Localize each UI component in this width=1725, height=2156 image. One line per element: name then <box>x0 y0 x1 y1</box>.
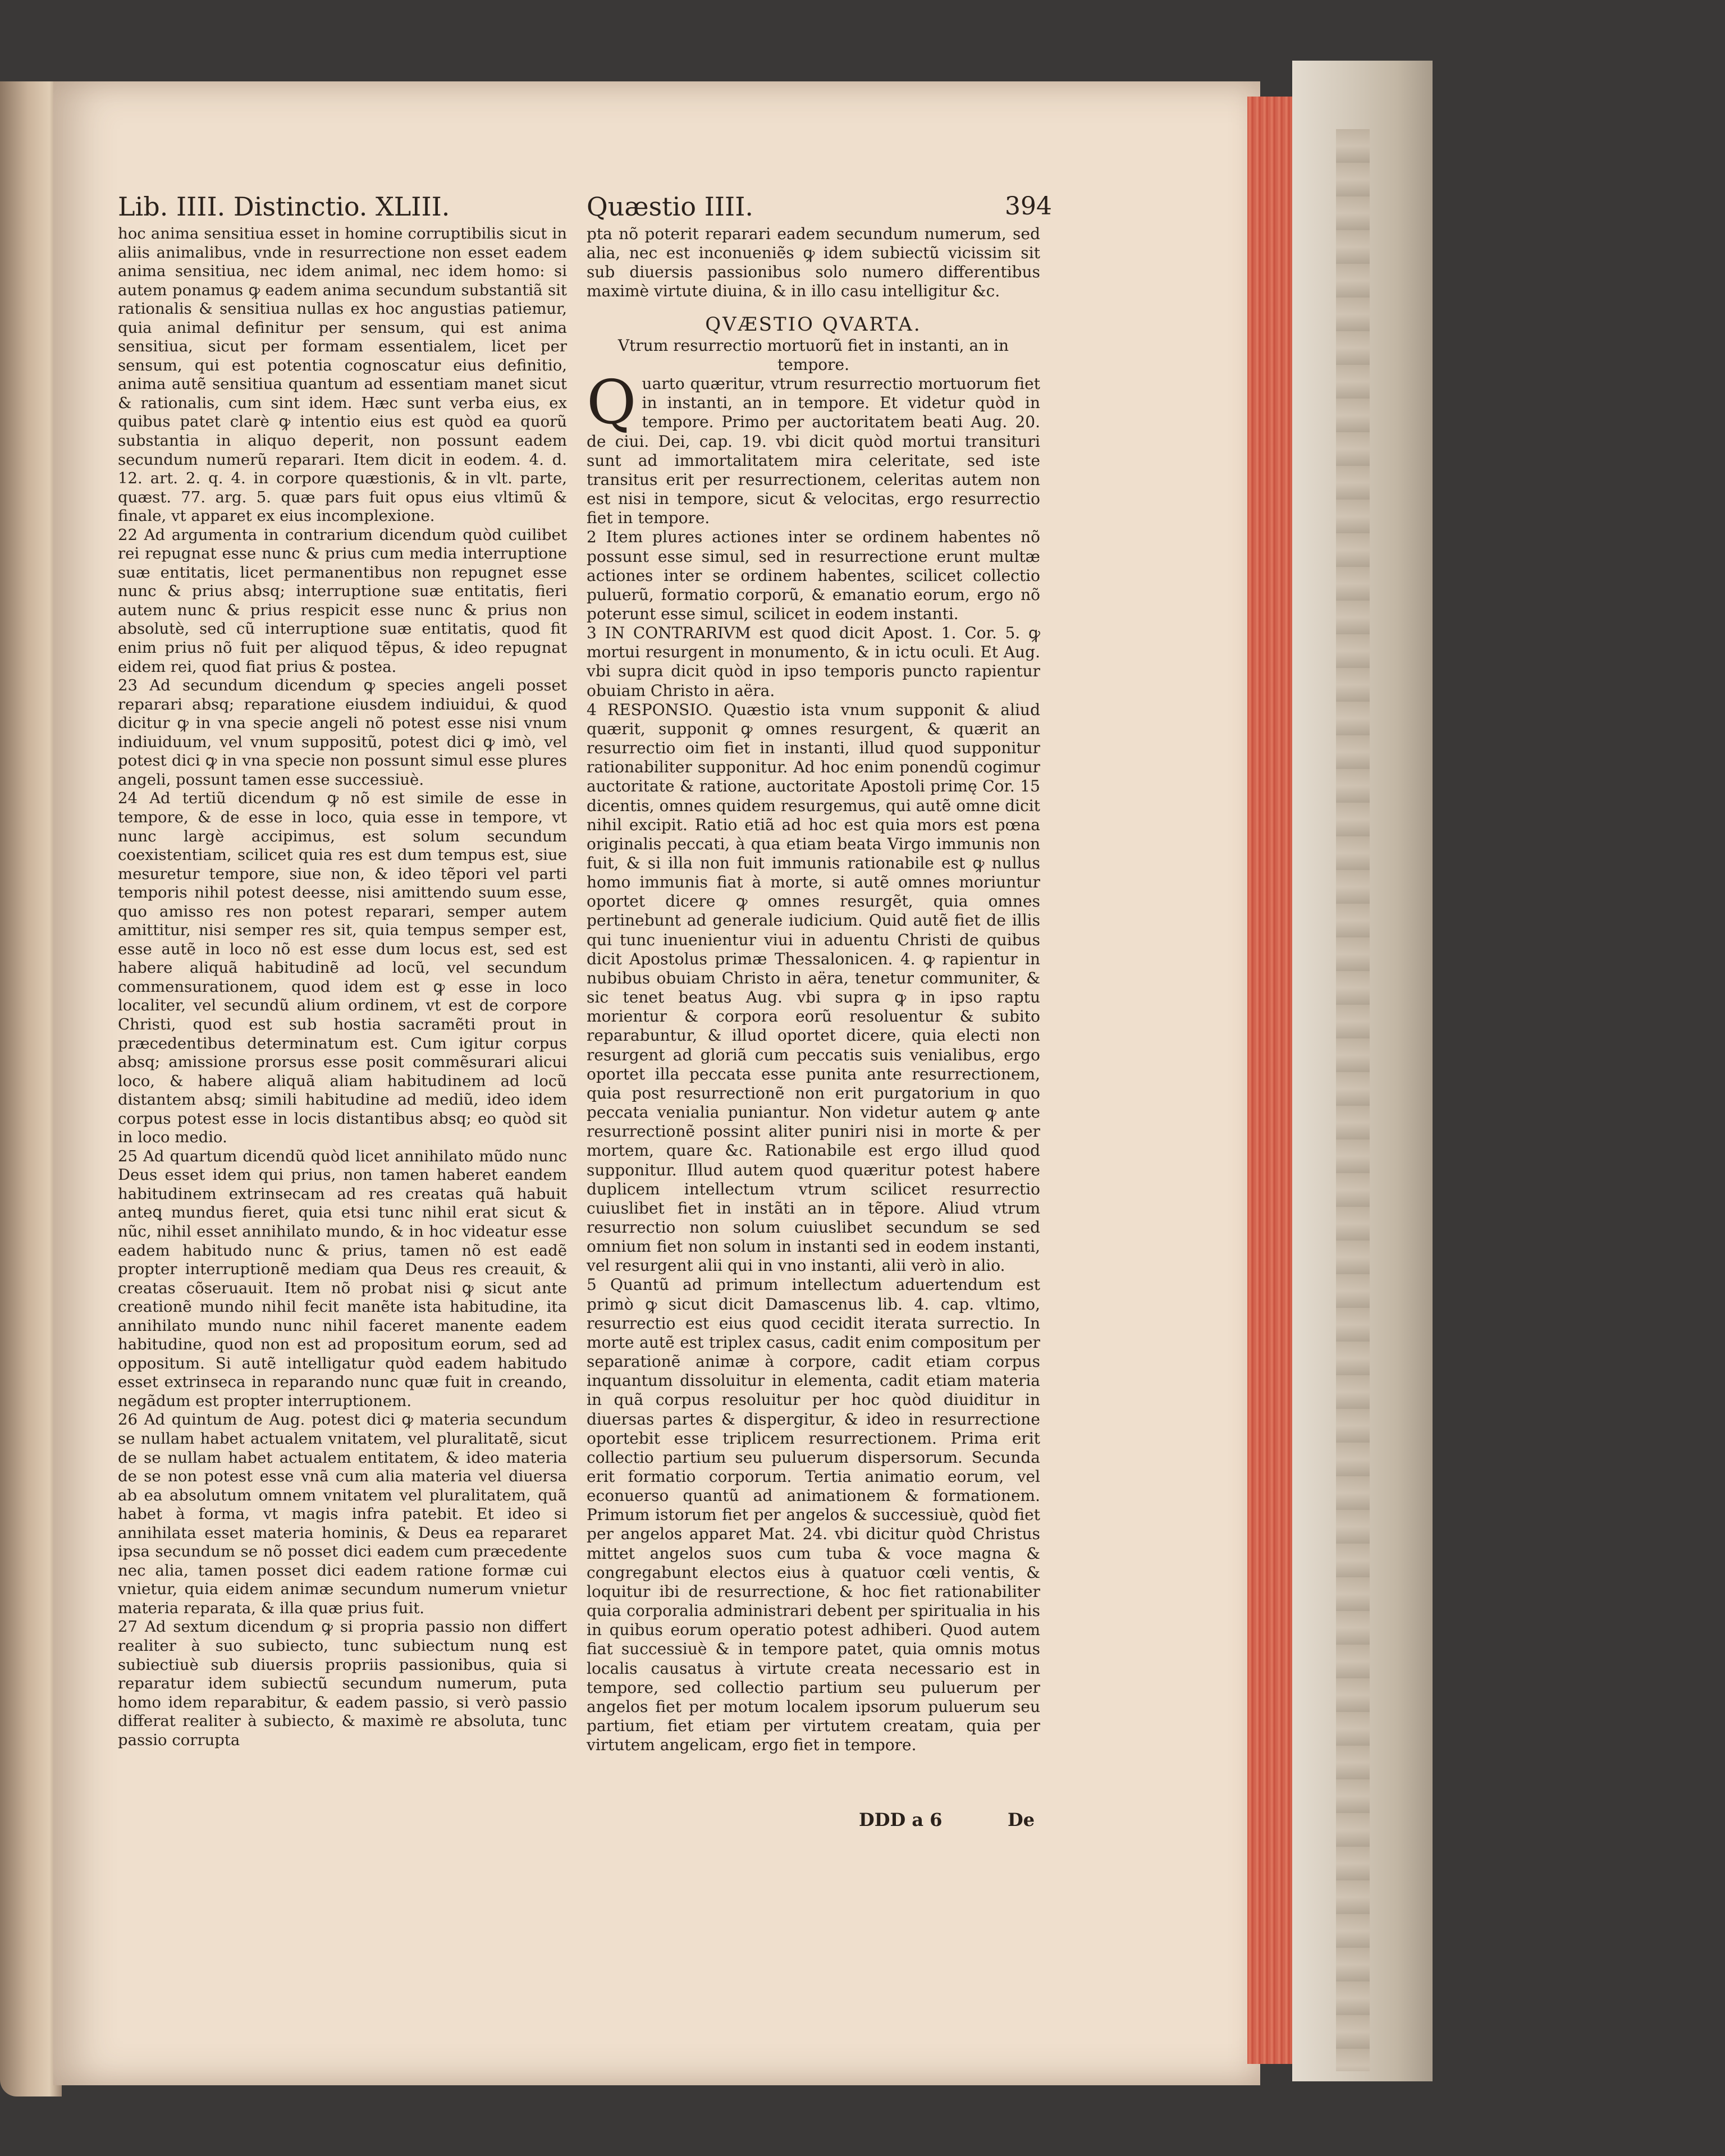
left-paragraph: 23 Ad secundum dicendum ꝙ species angeli posset reparari absq; reparatione eiusdem indiuidui, & quod dicitur ꝙ in vna specie angeli nõ potest esse nisi vnum indiuiduum, vel vnum suppositũ, potest dici ꝙ imò, vel potest dici ꝙ in vna specie non possunt simul esse plures angeli, possunt tamen esse successiuè. <box>118 676 567 789</box>
left-paragraph: 22 Ad argumenta in contrarium dicendum quòd cuilibet rei repugnat esse nunc & prius cum media interruptione suæ entitatis, licet permanentibus non repugnet esse nunc & prius absq; interruptione suæ entitatis, fieri autem nunc & prius respicit esse nunc & prius non absolutè, sed cũ interruptione suæ entitatis, quod fit enim prius nõ fuit per aliquod tẽpus, & ideo repugnat eidem rei, quod fiat prius & postea. <box>118 525 567 676</box>
right-paragraph: 2 Item plures actiones inter se ordinem habentes nõ possunt esse simul, sed in resurrectione erunt multæ actiones inter se ordinem habentes, scilicet collectio puluerũ, formatio corporũ, & emanatio eorum, ergo nõ poterunt esse simul, scilicet in eodem instanti. <box>587 528 1040 623</box>
catchword: De <box>1008 1809 1035 1830</box>
question-subtitle: Vtrum resurrectio mortuorũ fiet in instanti, an in tempore. <box>617 336 1009 374</box>
right-text-column <box>587 225 1040 1755</box>
page-number: 394 <box>1005 192 1052 221</box>
left-text-column <box>118 225 567 1750</box>
binding-texture <box>1336 129 1370 2071</box>
running-head-left: Lib. IIII. Distinctio. XLIII. <box>118 191 450 222</box>
left-paragraph: 27 Ad sextum dicendum ꝙ si propria passio non differt realiter à suo subiecto, tunc subiectum nunꝗ est subiectiuè sub diuersis propriis passionibus, quia si reparatur idem subiectũ secundum numerum, puta homo idem reparabitur, & eadem passio, si verò passio differat realiter à subiecto, & maximè re absoluta, tunc passio corrupta <box>118 1618 567 1749</box>
left-paragraph: hoc anima sensitiua esset in homine corruptibilis sicut in aliis animalibus, vnde in resurrectione non esset eadem anima sensitiua, nec idem animal, nec idem homo: si autem ponamus ꝙ eadem anima secundum substantiã sit rationalis & sensitiua nullas ex hoc angustias patiemur, quia animal definitur per sensum, qui est anima sensitiua, sicut per formam essentialem, licet per sensum, qui est potentia cognoscatur eius definitio, anima autẽ sensitiua quantum ad essentiam manet sicut & rationalis, cum sint idem. Hæc sunt verba eius, ex quibus patet clarè ꝙ intentio eius est quòd ea quorũ substantia in aliquo deperit, non possunt eadem secundum numerũ reparari. Item dicit in eodem. 4. d. 12. art. 2. q. 4. in corpore quæstionis, & in vlt. parte, quæst. 77. arg. 5. quæ pars fuit opus eius vltimũ & finale, vt apparet ex eius incomplexione. <box>118 225 567 525</box>
signature-mark: DDD a 6 <box>859 1809 942 1830</box>
right-paragraph-dropcap: Quarto quæritur, vtrum resurrectio mortuorum fiet in instanti, an in tempore. Et videtur quòd in tempore. Primo per auctoritatem beati Aug. 20. de ciui. Dei, cap. 19. vbi dicit quòd mortui transituri sunt ad immortalitatem mira celeritate, sed iste transitus erit per resurrectionem, celeritas autem non est nisi in tempore, sicut & velocitas, ergo resurrectio fiet in tempore. <box>587 368 1040 528</box>
right-paragraph: 5 Quantũ ad primum intellectum aduertendum est primò ꝙ sicut dicit Damascenus lib. 4. cap. vltimo, resurrectio est eius quod cecidit iterata surrectio. In morte autẽ est triplex casus, cadit enim compositum per separationẽ animæ à corpore, cadit etiam corpus inquantum dissoluitur in elementa, cadit etiam materia in quã corpus resoluitur per hoc quòd diuiditur in diuersas partes & dispergitur, & ideo in resurrectione oportebit esse triplicem resurrectionem. Prima erit collectio partium seu puluerum dispersorum. Secunda erit formatio corporum. Tertia animatio eorum, vel econuerso quantũ ad animationem & formationem. Primum istorum fiet per angelos & successiuè, quòd fiet per angelos apparet Mat. 24. vbi dicitur quòd Christus mittet angelos suos cum tuba & voce magna & congregabunt electos eius à quatuor cœli ventis, & loquitur ibi de resurrectione, & hoc fiet rationabiliter quia corporalia administrari debent per spiritualia in his in quibus eorum operatio potest adhiberi. Quod autem fiat successiuè & in tempore patet, quia omnis motus localis causatus à virtute creata necessario est in tempore, sed collectio partium seu puluerum per angelos fiet per motum localem ipsorum puluerum seu partium, fiet etiam per virtutem creatam, quia per virtutem angelicam, ergo fiet in tempore. <box>587 1275 1040 1755</box>
left-paragraph: 25 Ad quartum dicendũ quòd licet annihilato mũdo nunc Deus esset idem qui prius, non tamen haberet eandem habitudinem extrinsecam ad res creatas quã habuit anteꝗ mundus fieret, quia etsi tunc nihil erat sicut & nũc, nihil esset annihilato mundo, & in hoc videatur esse eadem habitudo nunc & prius, tamen nõ est eadẽ propter interruptionẽ mediam qua Deus res creauit, & creatas cõseruauit. Item nõ probat nisi ꝙ sicut ante creationẽ mundo nihil fecit manẽte ista habitudine, ita annihilato mundo nunc nihil faceret manente eadem habitudine, quod non est ad propositum eorum, sed ad oppositum. Si autẽ intelligatur quòd eadem habitudo esset extrinseca in reparando nunc quæ fuit in creando, negãdum est propter interruptionem. <box>118 1147 567 1410</box>
running-head-right: Quæstio IIII. <box>587 191 754 222</box>
left-paragraph: 24 Ad tertiũ dicendum ꝙ nõ est simile de esse in tempore, & de esse in loco, quia esse in tempore, vt nunc largè accipimus, est solum secundum coexistentiam, scilicet quia res est dum tempus est, siue mesuretur tempore, siue non, & ideo tẽpori vel parti temporis nihil potest deesse, nisi amittendo suum esse, quo amisso res non potest reparari, semper autem amittitur, nisi semper res sit, quia tempus semper est, esse autẽ in loco nõ est esse dum locus est, sed est habere aliquã habitudinẽ ad locũ, vel secundum commensurationem, quod idem est ꝙ esse in loco localiter, vel secundũ alium ordinem, vt est de corpore Christi, quod est sub hostia sacramẽti prout in præcedentibus determinatum est. Cum igitur corpus absq; amissione prorsus esse posit commẽsurari alicui loco, & habere aliquã aliam habitudinem ad locũ distantem absq; simili habitudine ad mediũ, ideo idem corpus potest esse in locis distantibus absq; eo quòd sit in loco medio. <box>118 789 567 1147</box>
right-paragraph: 3 IN CONTRARIVM est quod dicit Apost. 1. Cor. 5. ꝙ mortui resurgent in monumento, & in ictu oculi. Et Aug. vbi supra dicit quòd in ipso temporis puncto rapientur obuiam Christo in aëra. <box>587 624 1040 700</box>
red-page-edges <box>1247 97 1292 2064</box>
right-paragraph: 4 RESPONSIO. Quæstio ista vnum supponit & aliud quærit, supponit ꝙ omnes resurgent, & quærit an resurrectio oim fiet in instanti, illud quod supponitur rationabiliter supponitur. Ad hoc enim ponendũ cogimur auctoritate & ratione, auctoritate Apostoli primę Cor. 15 dicentis, omnes quidem resurgemus, qui autẽ omne dicit nihil excipit. Ratio etiã ad hoc est quia mors est pœna originalis peccati, à qua etiam beata Virgo immunis non fuit, & si illa non fuit immunis rationabile est ꝙ nullus homo immunis fiat à morte, si autẽ omnes moriuntur oportet dicere ꝙ omnes resurgẽt, quia omnes pertinebunt ad generale iudicium. Quid autẽ fiet de illis qui tunc inuenientur viui in aduentu Christi de quibus dicit Apostolus primæ Thessalonicen. 4. ꝙ rapientur in nubibus obuiam Christo in aëra, tenetur communiter, & sic tenet beatus Aug. vbi supra ꝙ in ipso raptu morientur & corpora eorũ resoluentur & subito reparabuntur, & illud oportet dicere, quia electi non resurgent ad gloriã cum peccatis suis venialibus, ergo oportet illa peccata esse punita ante resurrectionem, quia post resurrectionẽ non erit purgatorium in quo peccata venialia puniantur. Non videtur autem ꝙ ante resurrectionẽ possint aliter puniri nisi in morte & per mortem, quare &c. Rationabile est ergo illud quod supponitur. Illud autem quod quæritur potest habere duplicem intellectum vtrum scilicet resurrectio cuiuslibet fiet in instãti an in tẽpore. Aliud vtrum resurrectio non solum cuiuslibet secundum se sed omnium fiet non solum in instanti sed in eodem instanti, vel resurgent alii qui in vno instanti, alii verò in alio. <box>587 700 1040 1275</box>
question-title: QVÆSTIO QVARTA. <box>705 313 922 336</box>
left-paragraph: 26 Ad quintum de Aug. potest dici ꝙ materia secundum se nullam habet actualem vnitatem, vel pluralitatẽ, sicut de se nullam habet actualem entitatem, & ideo materia de se non potest esse vnã cum alia materia vel diuersa ab ea absolutum omnem vnitatem vel pluralitatem, quã habet à forma, vt magis infra patebit. Et ideo si annihilata esset materia hominis, & Deus ea repararet ipsa secundum se nõ posset dici eadem cum præcedente nec alia, tamen posset dici eadem ratione formæ cui vnietur, quia eidem animæ secundum numerum vnietur materia reparata, & illa quæ prius fuit. <box>118 1411 567 1617</box>
facing-page-edge <box>0 81 62 2097</box>
right-intro: pta nõ poterit reparari eadem secundum numerum, sed alia, nec est inconueniẽs ꝙ idem subiectũ vicissim sit sub diuersis passionibus solo numero differentibus maximè virtute diuina, & in illo casu intelligitur &c. <box>587 225 1040 301</box>
